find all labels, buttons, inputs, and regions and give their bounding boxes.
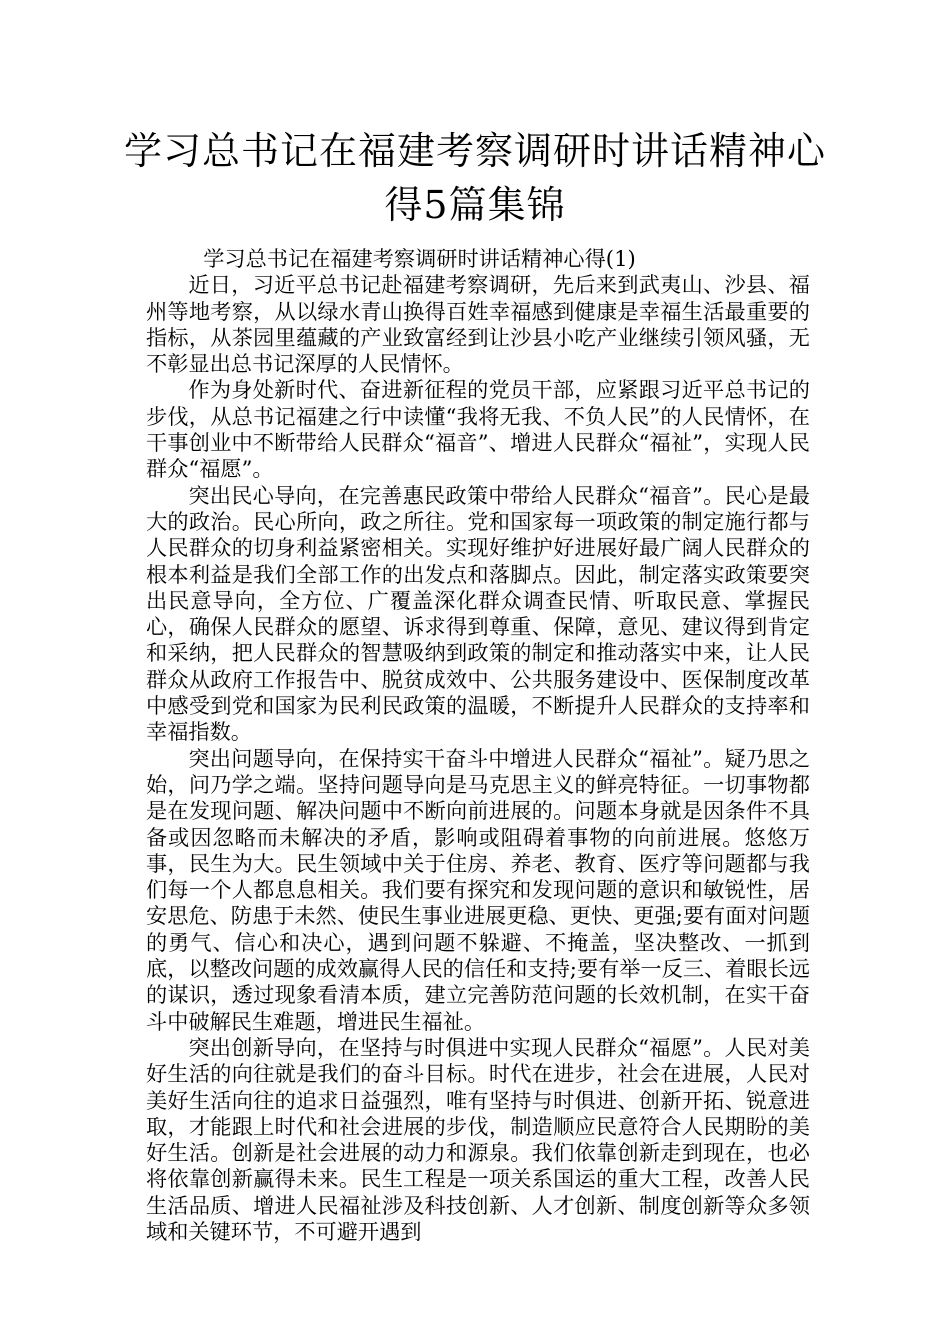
- title-line-2: 得5篇集锦: [384, 183, 566, 227]
- paragraph-3: 突出民心导向，在完善惠民政策中带给人民群众“福音”。民心是最大的政治。民心所向，政之所往。党和国家每一项政策的制定施行都与人民群众的切身利益紧密相关。实现好维护好进展好最广阔人民群众的根本利益是我们全部工作的出发点和落脚点。因此，制定落实政策要突出民意导向，全方位、广覆盖深化群众调查民情、听取民意、掌握民心，确保人民群众的愿望、诉求得到尊重、保障，意见、建议得到肯定和采纳，把人民群众的智慧吸纳到政策的制定和推动落实中来，让人民群众从政府工作报告中、脱贫成效中、公共服务建设中、医保制度改革中感受到党和国家为民利民政策的温暖，不断提升人民群众的支持率和幸福指数。: [146, 482, 810, 745]
- title-line-1: 学习总书记在福建考察调研时讲话精神心: [123, 129, 826, 173]
- paragraph-4: 突出问题导向，在保持实干奋斗中增进人民群众“福祉”。疑乃思之始，问乃学之端。坚持问题导向是马克思主义的鲜亮特征。一切事物都是在发现问题、解决问题中不断向前进展的。问题本身就是因条件不具备或因忽略而未解决的矛盾，影响或阻碍着事物的向前进展。悠悠万事，民生为大。民生领域中关于住房、养老、教育、医疗等问题都与我们每一个人都息息相关。我们要有探究和发现问题的意识和敏锐性，居安思危、防患于未然、使民生事业进展更稳、更快、更强;要有面对问题的勇气、信心和决心，遇到问题不躲避、不掩盖，坚决整改、一抓到底，以整改问题的成效赢得人民的信任和支持;要有举一反三、着眼长远的谋识，透过现象看清本质，建立完善防范问题的长效机制，在实干奋斗中破解民生难题，增进民生福祉。: [146, 745, 810, 1034]
- paragraph-5: 突出创新导向，在坚持与时俱进中实现人民群众“福愿”。人民对美好生活的向往就是我们的奋斗目标。时代在进步，社会在进展，人民对美好生活向往的追求日益强烈，唯有坚持与时俱进、创新开拓、锐意进取，才能跟上时代和社会进展的步伐，制造顺应民意符合人民期盼的美好生活。创新是社会进展的动力和源泉。我们依靠创新走到现在，也必将依靠创新赢得未来。民生工程是一项关系国运的重大工程，改善人民生活品质、增进人民福祉涉及科技创新、人才创新、制度创新等众多领域和关键环节，不可避开遇到: [146, 1034, 810, 1244]
- paragraph-2: 作为身处新时代、奋进新征程的党员干部，应紧跟习近平总书记的步伐，从总书记福建之行中读懂“我将无我、不负人民”的人民情怀，在干事创业中不断带给人民群众“福音”、增进人民群众“福祉”，实现人民群众“福愿”。: [146, 377, 810, 482]
- document-body: [146, 246, 810, 1245]
- document-title: [0, 124, 950, 232]
- section-heading: 学习总书记在福建考察调研时讲话精神心得(1): [203, 246, 636, 271]
- paragraph-1: 近日，习近平总书记赴福建考察调研，先后来到武夷山、沙县、福州等地考察，从以绿水青山换得百姓幸福感到健康是幸福生活最重要的指标，从茶园里蕴藏的产业致富经到让沙县小吃产业继续引领风骚，无不彰显出总书记深厚的人民情怀。: [146, 272, 810, 377]
